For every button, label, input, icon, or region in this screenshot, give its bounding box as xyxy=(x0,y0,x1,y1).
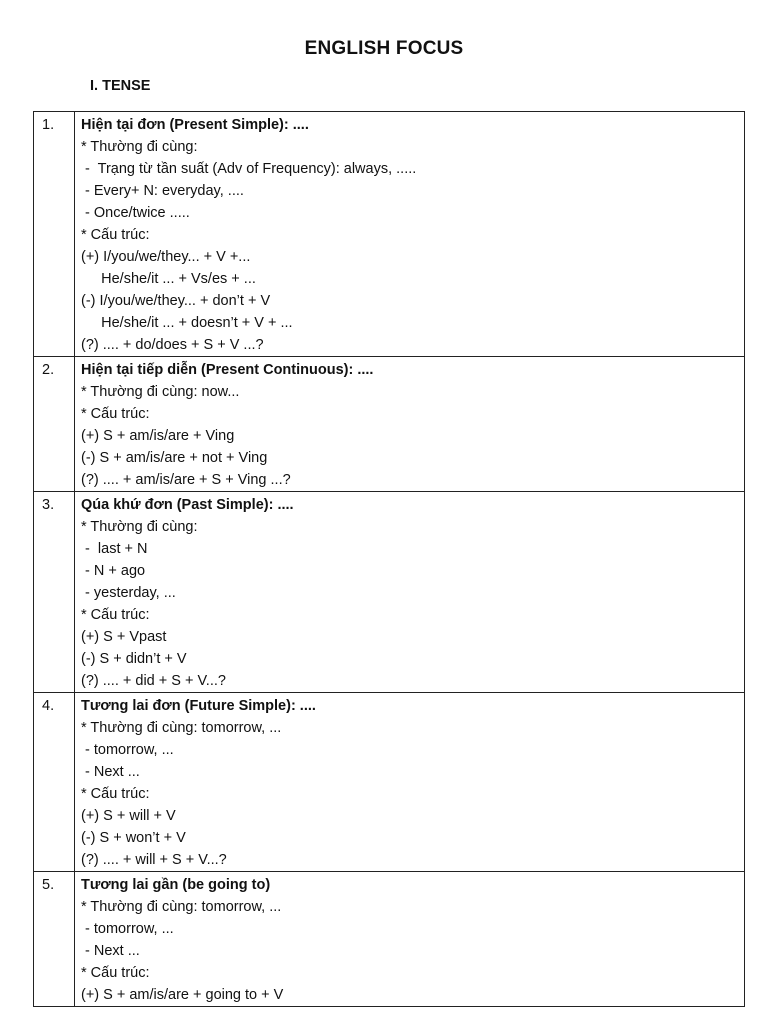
tense-line: (?) .... + will + S + V...? xyxy=(81,852,227,868)
tense-line: * Cấu trúc: xyxy=(81,406,150,422)
tense-line: (+) S + Vpast xyxy=(81,629,167,645)
tense-line: - N + ago xyxy=(81,563,146,579)
tense-line: (?) .... + am/is/are + S + Ving ...? xyxy=(81,472,291,488)
row-content xyxy=(75,492,745,693)
tense-line: (+) S + am/is/are + going to + V xyxy=(81,987,284,1003)
tense-heading: Tương lai đơn (Future Simple): .... xyxy=(81,698,316,714)
row-number: 2. xyxy=(34,357,75,492)
row-number: 1. xyxy=(34,112,75,357)
tense-line: He/she/it ... + Vs/es + ... xyxy=(81,271,256,287)
tense-line: * Thường đi cùng: now... xyxy=(81,384,240,400)
tense-line: * Thường đi cùng: xyxy=(81,139,198,155)
tense-line: * Thường đi cùng: tomorrow, ... xyxy=(81,899,282,915)
tense-line: He/she/it ... + doesn’t + V + ... xyxy=(81,315,293,331)
tense-heading: Tương lai gần (be going to) xyxy=(81,877,271,893)
tense-line: - Next ... xyxy=(81,764,140,780)
row-content xyxy=(75,693,745,872)
tense-line: (+) S + will + V xyxy=(81,808,176,824)
tense-line: * Thường đi cùng: xyxy=(81,519,198,535)
row-content xyxy=(75,357,745,492)
tense-line: * Cấu trúc: xyxy=(81,227,150,243)
tense-line: (-) S + didn’t + V xyxy=(81,651,187,667)
tense-row xyxy=(34,492,745,693)
row-number: 4. xyxy=(34,693,75,872)
tense-row xyxy=(34,693,745,872)
tense-heading: Hiện tại đơn (Present Simple): .... xyxy=(81,117,309,133)
tense-line: - Trạng từ tần suất (Adv of Frequency): always, ..... xyxy=(81,161,417,177)
tense-row xyxy=(34,872,745,1007)
tense-line: (-) S + won’t + V xyxy=(81,830,186,846)
tense-line: (?) .... + do/does + S + V ...? xyxy=(81,337,264,353)
tense-heading: Qúa khứ đơn (Past Simple): .... xyxy=(81,497,294,513)
tense-line: (-) I/you/we/they... + don’t + V xyxy=(81,293,271,309)
tense-line: * Cấu trúc: xyxy=(81,607,150,623)
tense-line: (+) I/you/we/they... + V +... xyxy=(81,249,251,265)
tense-line: - tomorrow, ... xyxy=(81,742,174,758)
document-title: ENGLISH FOCUS xyxy=(304,38,464,59)
tense-line: - tomorrow, ... xyxy=(81,921,174,937)
tense-line: (+) S + am/is/are + Ving xyxy=(81,428,235,444)
row-number: 3. xyxy=(34,492,75,693)
tense-line: - Once/twice ..... xyxy=(81,205,190,221)
tense-row xyxy=(34,357,745,492)
tense-line: * Cấu trúc: xyxy=(81,786,150,802)
tense-table-body xyxy=(34,112,745,1007)
tense-line: * Cấu trúc: xyxy=(81,965,150,981)
tense-line: * Thường đi cùng: tomorrow, ... xyxy=(81,720,282,736)
row-content xyxy=(75,112,745,357)
tense-line: (-) S + am/is/are + not + Ving xyxy=(81,450,268,466)
tense-line: - last + N xyxy=(81,541,148,557)
tense-line: - yesterday, ... xyxy=(81,585,176,601)
tense-line: - Next ... xyxy=(81,943,140,959)
row-content xyxy=(75,872,745,1007)
tense-table xyxy=(33,111,745,1007)
tense-line: - Every+ N: everyday, .... xyxy=(81,183,244,199)
section-heading: I. TENSE xyxy=(90,78,151,94)
tense-heading: Hiện tại tiếp diễn (Present Continuous): .... xyxy=(81,362,374,378)
tense-line: (?) .... + did + S + V...? xyxy=(81,673,226,689)
tense-row xyxy=(34,112,745,357)
row-number: 5. xyxy=(34,872,75,1007)
